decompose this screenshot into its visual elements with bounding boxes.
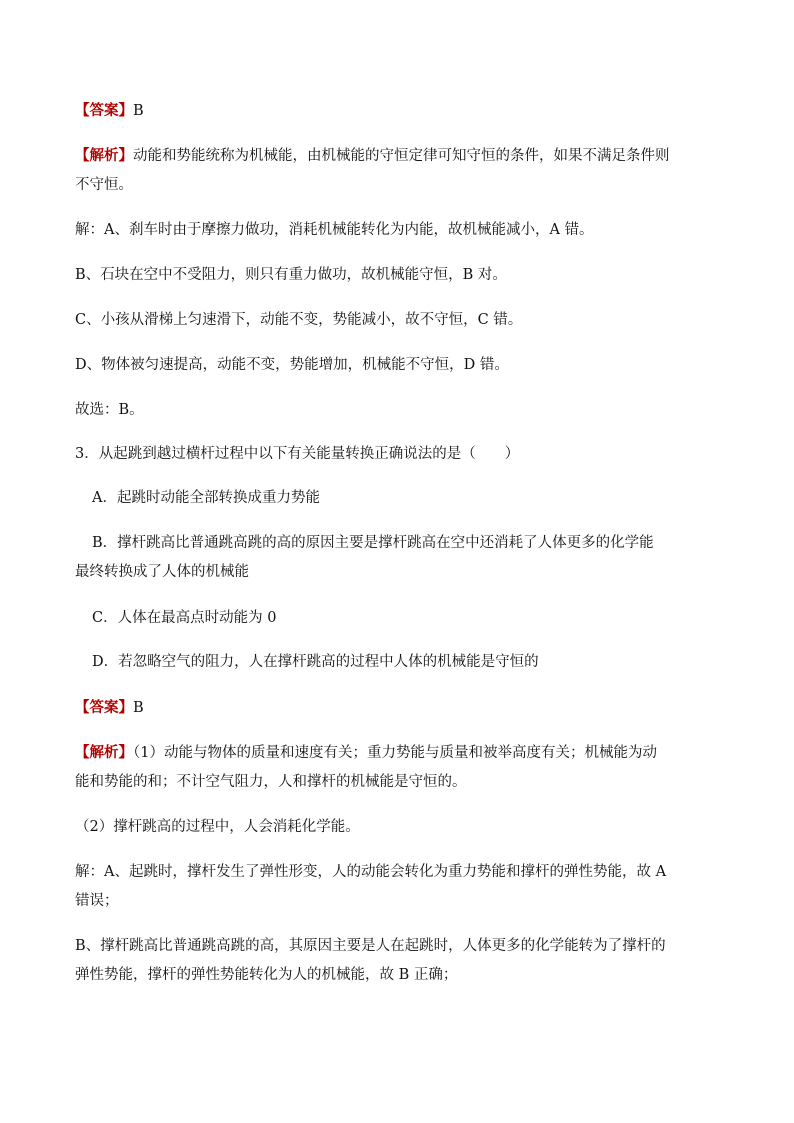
question-3-stem: 3．从起跳到越过横杆过程中以下有关能量转换正确说法的是（ ） (75, 446, 520, 462)
solution-1-choice: 故选：B。 (75, 402, 144, 418)
question-3-option-c: C．人体在最高点时动能为 0 (92, 610, 277, 626)
answer-1 (75, 101, 735, 121)
question-3-option-d: D．若忽略空气的阻力，人在撑杆跳高的过程中人体的机械能是守恒的 (92, 654, 539, 670)
solution-2-a-line-2: 错误； (75, 893, 119, 909)
solution-1-a: 解：A、刹车时由于摩擦力做功，消耗机械能转化为内能，故机械能减小，A 错。 (75, 222, 594, 238)
answer-2 (75, 698, 735, 718)
solution-2-a-line-1: 解：A、起跳时，撑杆发生了弹性形变，人的动能会转化为重力势能和撑杆的弹性势能，故 A (75, 864, 667, 880)
question-3-option-b-line-1: B．撑杆跳高比普通跳高跳的高的原因主要是撑杆跳高在空中还消耗了人体更多的化学能 (92, 535, 654, 551)
explanation-tag: 【解析】 (75, 744, 133, 761)
solution-1-c: C、小孩从滑梯上匀速滑下，动能不变，势能减小，故不守恒，C 错。 (75, 312, 523, 328)
explanation-1-line-1 (75, 146, 735, 166)
explanation-2-line-1 (75, 743, 735, 763)
answer-value: B (133, 700, 144, 716)
question-3-option-a: A．起跳时动能全部转换成重力势能 (92, 490, 320, 506)
solution-2-b-line-2: 弹性势能，撑杆的弹性势能转化为人的机械能，故 B 正确； (75, 967, 458, 983)
explanation-text: 动能和势能统称为机械能，由机械能的守恒定律可知守恒的条件，如果不满足条件则 (133, 148, 670, 164)
explanation-text: （1）动能与物体的质量和速度有关；重力势能与质量和被举高度有关；机械能为动 (133, 745, 657, 761)
solution-2-b-line-1: B、撑杆跳高比普通跳高跳的高，其原因主要是人在起跳时，人体更多的化学能转为了撑杆的 (75, 938, 666, 954)
explanation-1-line-2: 不守恒。 (75, 177, 133, 193)
explanation-tag: 【解析】 (75, 147, 133, 164)
question-3-option-b-line-2: 最终转换成了人体的机械能 (75, 564, 249, 580)
solution-1-d: D、物体被匀速提高，动能不变，势能增加，机械能不守恒，D 错。 (75, 357, 509, 373)
answer-tag: 【答案】 (75, 102, 133, 119)
explanation-2-line-2: 能和势能的和；不计空气阻力，人和撑杆的机械能是守恒的。 (75, 774, 467, 790)
answer-value: B (133, 103, 144, 119)
solution-1-b: B、石块在空中不受阻力，则只有重力做功，故机械能守恒，B 对。 (75, 267, 507, 283)
answer-tag: 【答案】 (75, 699, 133, 716)
explanation-2-line-3: （2）撑杆跳高的过程中，人会消耗化学能。 (75, 819, 360, 835)
